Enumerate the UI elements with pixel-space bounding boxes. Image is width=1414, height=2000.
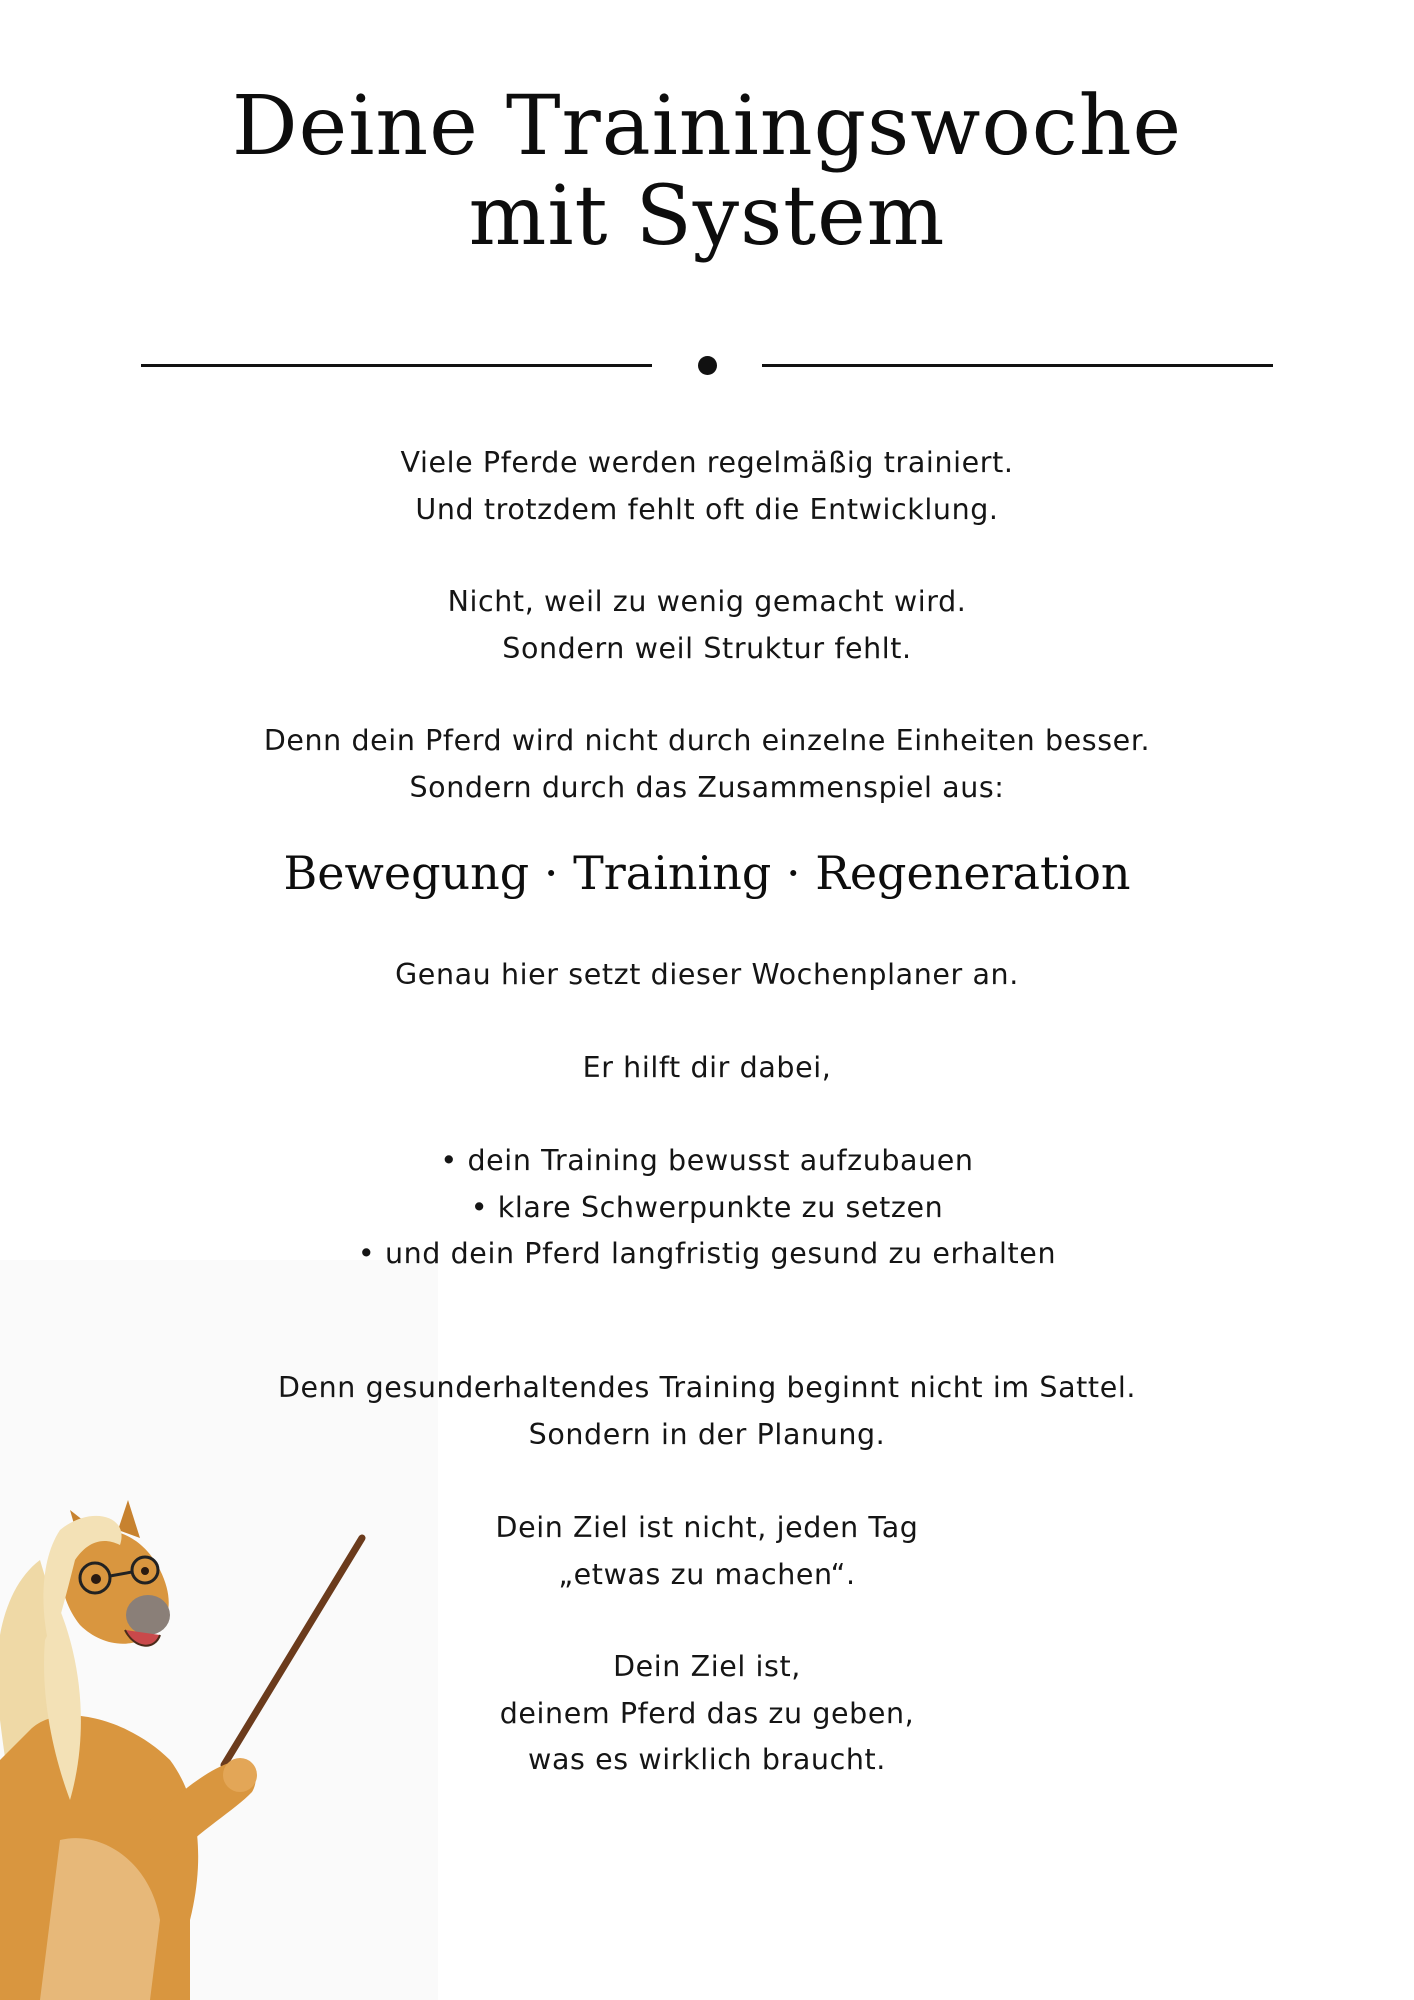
helps-intro-line: Er hilft dir dabei,: [582, 1051, 832, 1084]
planning-paragraph: [0, 1365, 1414, 1458]
horse-muzzle: [126, 1595, 170, 1635]
goal-is-line: deinem Pferd das zu geben,: [499, 1696, 915, 1730]
planning-line: Denn gesunderhaltendes Training beginnt nicht im Sattel.: [277, 1371, 1137, 1404]
planner-intro-line: Genau hier setzt dieser Wochenplaner an.: [395, 958, 1019, 991]
planning-line: Sondern in der Planung.: [528, 1417, 886, 1451]
cause-paragraph: [0, 579, 1414, 672]
goal-is-line: Dein Ziel ist,: [613, 1650, 801, 1683]
pillars-heading: Bewegung · Training · Regeneration: [283, 846, 1131, 900]
helps-intro: [0, 1045, 1414, 1092]
benefit-item: • und dein Pferd langfristig gesund zu erhalten: [357, 1237, 1057, 1270]
horse-hoof-hand: [223, 1758, 257, 1792]
horse-ear-right: [118, 1500, 140, 1538]
benefit-item: • dein Training bewusst aufzubauen: [440, 1144, 974, 1177]
divider-dot: [698, 356, 717, 375]
goal-not-line: „etwas zu machen“.: [558, 1557, 856, 1591]
intro-line: Viele Pferde werden regelmäßig trainiert.: [400, 446, 1014, 479]
planner-intro: [0, 952, 1414, 999]
benefits-list: [0, 1138, 1414, 1278]
intro-paragraph: [0, 440, 1414, 533]
horse-eye-left: [91, 1574, 101, 1584]
title-line-2: mit System: [468, 169, 946, 264]
divider-line-right: [762, 364, 1273, 367]
because-line: Sondern durch das Zusammenspiel aus:: [409, 770, 1005, 804]
goal-not-line: Dein Ziel ist nicht, jeden Tag: [495, 1511, 919, 1544]
divider-line-left: [141, 364, 652, 367]
because-line: Denn dein Pferd wird nicht durch einzelne Einheiten besser.: [263, 724, 1151, 757]
goal-is-line: was es wirklich braucht.: [528, 1743, 886, 1776]
intro-line: Und trotzdem fehlt oft die Entwicklung.: [415, 492, 999, 526]
title-line-1: Deine Trainingswoche: [231, 79, 1183, 174]
pointer-stick: [224, 1538, 362, 1765]
benefit-item: • klare Schwerpunkte zu setzen: [470, 1190, 944, 1224]
because-paragraph: [0, 718, 1414, 811]
page-title: [0, 79, 1414, 264]
cause-line: Sondern weil Struktur fehlt.: [502, 631, 912, 665]
horse-teacher-illustration: [0, 1500, 380, 2000]
horse-eye-right: [141, 1567, 149, 1575]
cause-line: Nicht, weil zu wenig gemacht wird.: [447, 585, 967, 618]
